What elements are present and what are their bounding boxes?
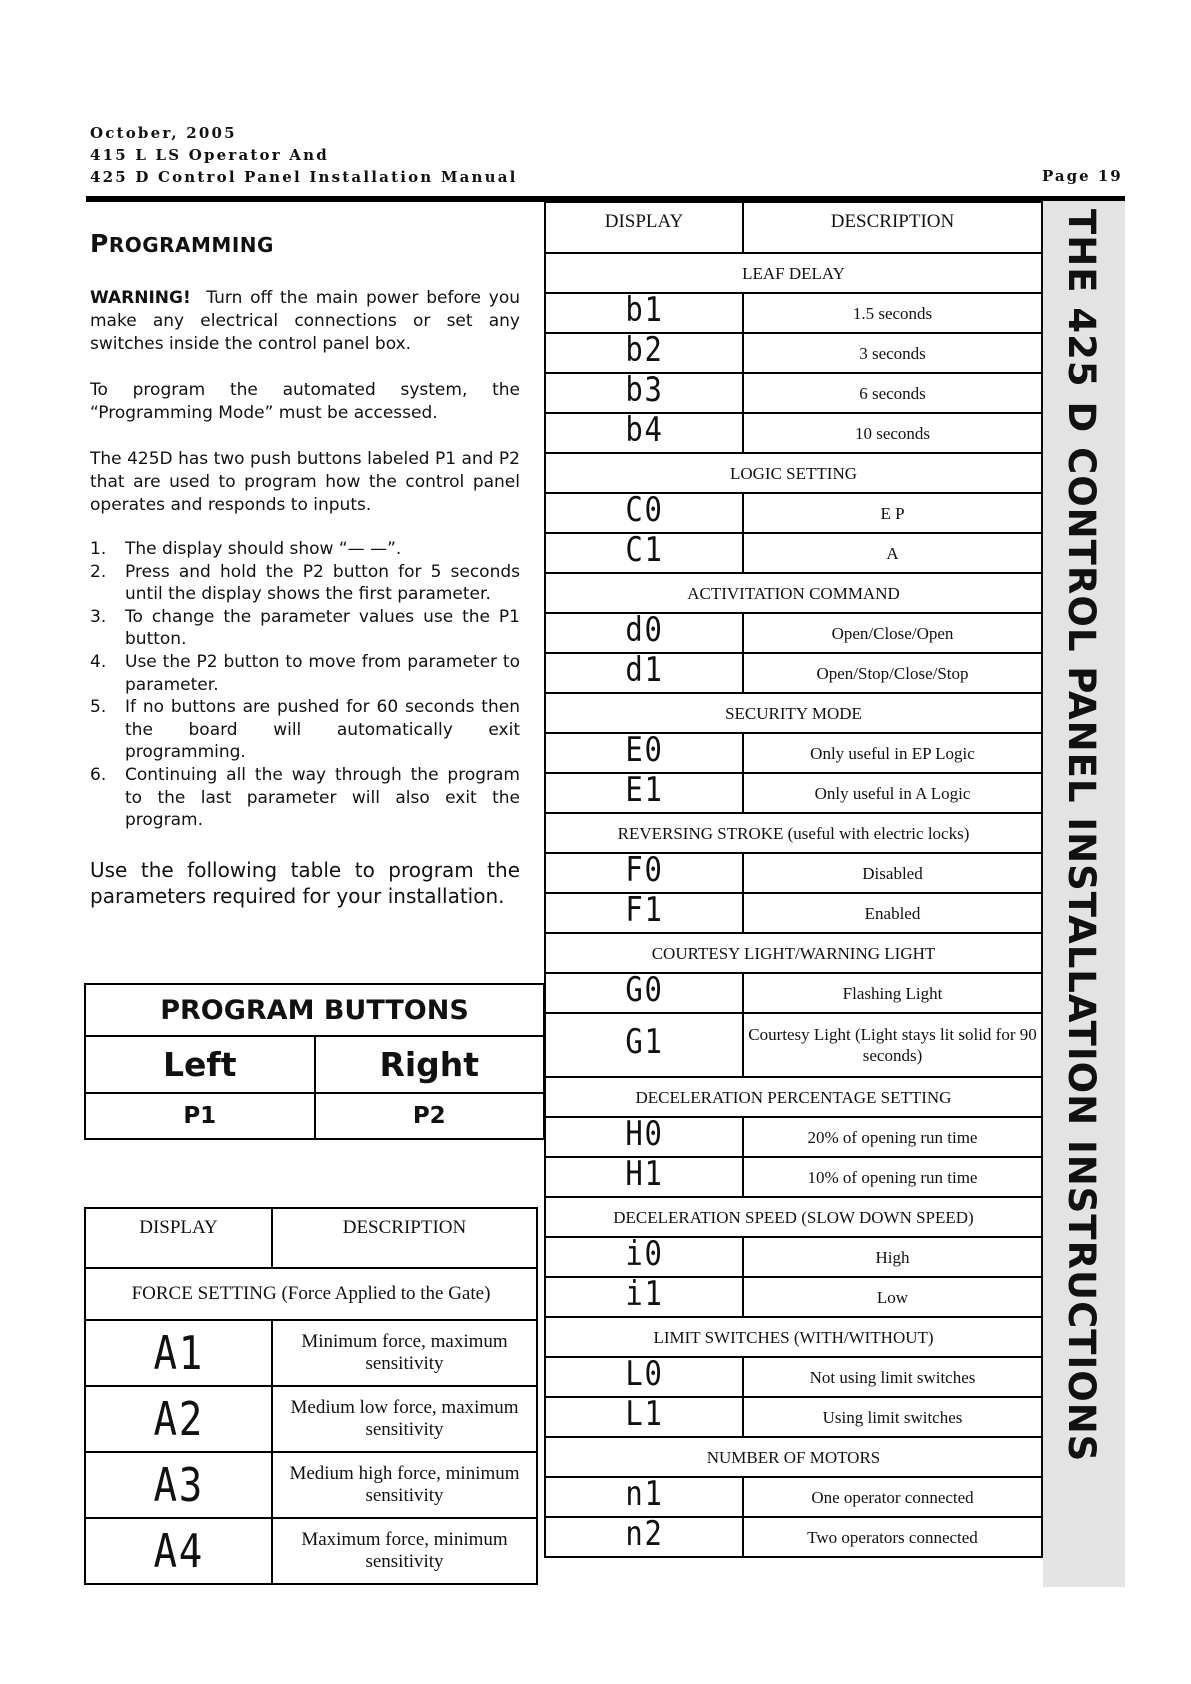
description-cell: Medium low force, maximum sensitivity	[272, 1386, 537, 1452]
display-code: b3	[624, 370, 664, 410]
warning-label: WARNING!	[90, 288, 191, 308]
display-code: d0	[624, 610, 664, 650]
table-row	[545, 1397, 1042, 1437]
list-item: 4. Use the P2 button to move from parameter to parameter.	[90, 651, 520, 695]
display-code: L0	[624, 1354, 664, 1394]
table-row	[85, 1518, 537, 1584]
section-heading: DECELERATION PERCENTAGE SETTING	[545, 1077, 1042, 1117]
table-row	[545, 293, 1042, 333]
table-row	[545, 1157, 1042, 1197]
page-number: Page 19	[1042, 167, 1123, 185]
display-code: F1	[624, 890, 664, 930]
description-cell: One operator connected	[743, 1477, 1042, 1517]
list-item: 1. The display should show “— —”.	[90, 539, 402, 559]
warning-paragraph	[90, 287, 520, 356]
list-item: 6. Continuing all the way through the program to the last parameter will also exit the program.	[90, 764, 520, 831]
section-heading: LOGIC SETTING	[545, 453, 1042, 493]
parameter-table	[544, 201, 1043, 1558]
steps-list	[90, 538, 520, 832]
description-cell: Medium high force, minimum sensitivity	[272, 1452, 537, 1518]
description-cell: 6 seconds	[743, 373, 1042, 413]
column-header-display: DISPLAY	[85, 1208, 272, 1268]
description-cell: Maximum force, minimum sensitivity	[272, 1518, 537, 1584]
display-code: H1	[624, 1154, 664, 1194]
table-row	[545, 973, 1042, 1013]
description-cell: Courtesy Light (Light stays lit solid for 90 seconds)	[743, 1013, 1042, 1077]
programming-mode-paragraph: To program the automated system, the “Programming Mode” must be accessed.	[90, 380, 520, 423]
table-intro-paragraph: Use the following table to program the parameters required for your installation.	[90, 858, 520, 908]
column-header-description: DESCRIPTION	[743, 202, 1042, 253]
table-row	[545, 493, 1042, 533]
description-cell: 10 seconds	[743, 413, 1042, 453]
description-cell: Open/Close/Open	[743, 613, 1042, 653]
description-cell: High	[743, 1237, 1042, 1277]
list-item: 2. Press and hold the P2 button for 5 seconds until the display shows the first parameter.	[90, 561, 520, 605]
header-date: October, 2005	[90, 124, 237, 142]
description-cell: Only useful in A Logic	[743, 773, 1042, 813]
table-row	[545, 1277, 1042, 1317]
display-code: b1	[624, 290, 664, 330]
table-row	[545, 773, 1042, 813]
force-setting-table	[84, 1207, 538, 1585]
description-cell: 20% of opening run time	[743, 1117, 1042, 1157]
program-buttons-title: PROGRAM BUTTONS	[85, 984, 544, 1036]
section-heading: LEAF DELAY	[545, 253, 1042, 293]
description-cell: E P	[743, 493, 1042, 533]
table-row	[85, 1386, 537, 1452]
warning-text: Turn off the main power before you make any electrical connections or set any switches inside the control panel box.	[90, 288, 520, 354]
display-code: A2	[153, 1392, 204, 1446]
table-row	[545, 893, 1042, 933]
table-row	[545, 733, 1042, 773]
left-label: Left	[85, 1036, 315, 1093]
side-banner-text	[1043, 201, 1125, 1587]
section-heading: LIMIT SWITCHES (WITH/WITHOUT)	[545, 1317, 1042, 1357]
display-code: C1	[624, 530, 664, 570]
section-heading: FORCE SETTING (Force Applied to the Gate)	[85, 1268, 537, 1320]
table-row	[545, 1117, 1042, 1157]
section-heading: SECURITY MODE	[545, 693, 1042, 733]
display-code: C0	[624, 490, 664, 530]
program-buttons-table	[84, 983, 545, 1140]
section-heading: COURTESY LIGHT/WARNING LIGHT	[545, 933, 1042, 973]
table-row	[545, 1477, 1042, 1517]
list-item: 3. To change the parameter values use the P1 button.	[90, 606, 520, 650]
description-cell: Open/Stop/Close/Stop	[743, 653, 1042, 693]
description-cell: Disabled	[743, 853, 1042, 893]
left-button-value: P1	[85, 1093, 315, 1139]
table-row	[545, 1237, 1042, 1277]
display-code: F0	[624, 850, 664, 890]
display-code: G1	[624, 1022, 664, 1062]
description-cell: 3 seconds	[743, 333, 1042, 373]
display-code: E1	[624, 770, 664, 810]
right-button-value: P2	[315, 1093, 545, 1139]
display-code: E0	[624, 730, 664, 770]
display-code: n2	[624, 1514, 664, 1554]
header-product: 415 L LS Operator And	[90, 146, 329, 164]
table-row	[545, 853, 1042, 893]
section-heading: ACTIVITATION COMMAND	[545, 573, 1042, 613]
description-cell: Minimum force, maximum sensitivity	[272, 1320, 537, 1386]
description-cell: Low	[743, 1277, 1042, 1317]
column-header-description: DESCRIPTION	[272, 1208, 537, 1268]
table-row	[545, 1357, 1042, 1397]
display-code: L1	[624, 1394, 664, 1434]
section-heading: NUMBER OF MOTORS	[545, 1437, 1042, 1477]
table-row	[545, 413, 1042, 453]
table-row	[85, 1452, 537, 1518]
table-row	[545, 653, 1042, 693]
display-code: G0	[624, 970, 664, 1010]
display-code: A4	[153, 1524, 204, 1578]
description-cell: Flashing Light	[743, 973, 1042, 1013]
right-label: Right	[315, 1036, 545, 1093]
display-code: b2	[624, 330, 664, 370]
push-buttons-paragraph: The 425D has two push buttons labeled P1 and P2 that are used to program how the control panel operates and responds to inputs.	[90, 449, 520, 515]
description-cell: Enabled	[743, 893, 1042, 933]
description-cell: A	[743, 533, 1042, 573]
column-header-display: DISPLAY	[545, 202, 743, 253]
table-row	[545, 333, 1042, 373]
section-title: PROGRAMMING	[90, 229, 274, 258]
display-code: H0	[624, 1114, 664, 1154]
display-code: n1	[624, 1474, 664, 1514]
table-row	[545, 613, 1042, 653]
display-code: b4	[624, 410, 664, 450]
description-cell: 10% of opening run time	[743, 1157, 1042, 1197]
display-code: i0	[624, 1234, 664, 1274]
table-row	[545, 1013, 1042, 1077]
description-cell: 1.5 seconds	[743, 293, 1042, 333]
display-code: A1	[153, 1326, 204, 1380]
display-code: A3	[153, 1458, 204, 1512]
description-cell: Two operators connected	[743, 1517, 1042, 1557]
table-row	[85, 1320, 537, 1386]
description-cell: Only useful in EP Logic	[743, 733, 1042, 773]
side-banner-title: THE 425 D CONTROL PANEL INSTALLATION INSTRUCTIONS	[1060, 209, 1103, 1463]
section-heading: DECELERATION SPEED (SLOW DOWN SPEED)	[545, 1197, 1042, 1237]
document-header	[90, 122, 518, 188]
header-manual-title: 425 D Control Panel Installation Manual	[90, 168, 518, 186]
description-cell: Not using limit switches	[743, 1357, 1042, 1397]
table-row	[545, 373, 1042, 413]
display-code: d1	[624, 650, 664, 690]
list-item: 5. If no buttons are pushed for 60 seconds then the board will automatically exit programming.	[90, 697, 520, 763]
description-cell: Using limit switches	[743, 1397, 1042, 1437]
section-heading: REVERSING STROKE (useful with electric locks)	[545, 813, 1042, 853]
table-row	[545, 533, 1042, 573]
display-code: i1	[624, 1274, 664, 1314]
table-row	[545, 1517, 1042, 1557]
